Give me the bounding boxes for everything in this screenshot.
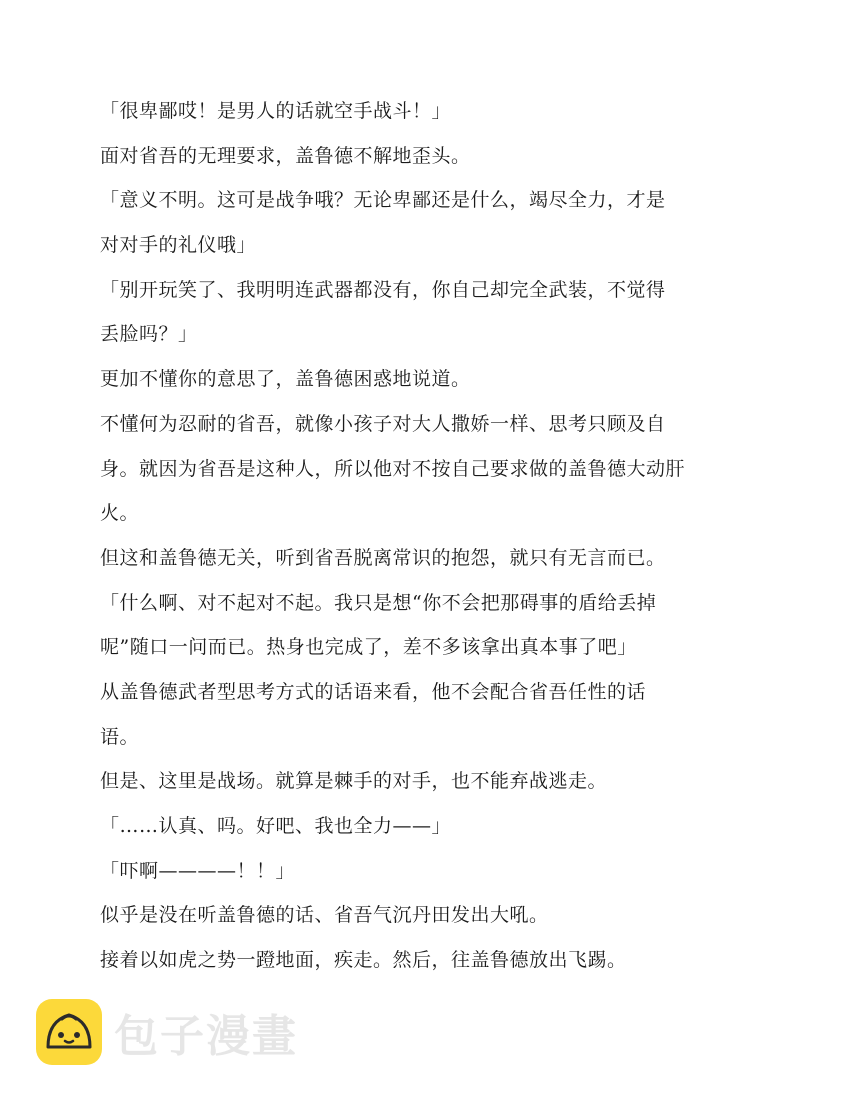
text-line-20: 接着以如虎之势一蹬地面，疾走。然后，往盖鲁德放出飞踢。 — [100, 949, 627, 972]
text-line-14: 从盖鲁德武者型思考方式的话语来看，他不会配合省吾任性的话 — [100, 680, 647, 703]
text-line-11: 但这和盖鲁德无关，听到省吾脱离常识的抱怨，就只有无言而已。 — [100, 546, 666, 569]
text-line-9: 身。就因为省吾是这种人，所以他对不按自己要求做的盖鲁德大动肝 — [100, 457, 686, 480]
text-line-18: 「吓啊————！！」 — [100, 859, 296, 882]
text-line-10: 火。 — [100, 502, 140, 525]
text-line-17: 「……认真、吗。好吧、我也全力——」 — [100, 815, 452, 837]
text-line-19: 似乎是没在听盖鲁德的话、省吾气沉丹田发出大吼。 — [100, 904, 549, 927]
text-line-3: 「意义不明。这可是战争哦？无论卑鄙还是什么，竭尽全力，才是 — [100, 189, 666, 212]
text-line-5: 「别开玩笑了、我明明连武器都没有，你自己却完全武装，不觉得 — [100, 278, 666, 301]
watermark — [34, 996, 298, 1068]
text-line-13: 呢”随口一问而已。热身也完成了，差不多该拿出真本事了吧」 — [100, 636, 637, 659]
text-line-16: 但是、这里是战场。就算是棘手的对手，也不能弃战逃走。 — [100, 770, 608, 793]
watermark-text: 包子漫畫 — [114, 1011, 298, 1062]
text-line-1: 「很卑鄙哎！是男人的话就空手战斗！」 — [100, 100, 452, 122]
text-line-4: 对对手的礼仪哦」 — [100, 234, 257, 257]
text-line-12: 「什么啊、对不起对不起。我只是想“你不会把那碍事的盾给丢掉 — [100, 591, 657, 614]
text-line-8: 不懂何为忍耐的省吾，就像小孩子对大人撒娇一样、思考只顾及自 — [100, 412, 666, 435]
text-line-6: 丢脸吗？」 — [100, 323, 198, 346]
bun-face-icon — [34, 997, 104, 1067]
text-line-2: 面对省吾的无理要求，盖鲁德不解地歪头。 — [100, 144, 471, 167]
text-line-7: 更加不懂你的意思了，盖鲁德困惑地说道。 — [100, 368, 471, 391]
document-body — [100, 96, 740, 990]
text-line-15: 语。 — [100, 725, 140, 748]
